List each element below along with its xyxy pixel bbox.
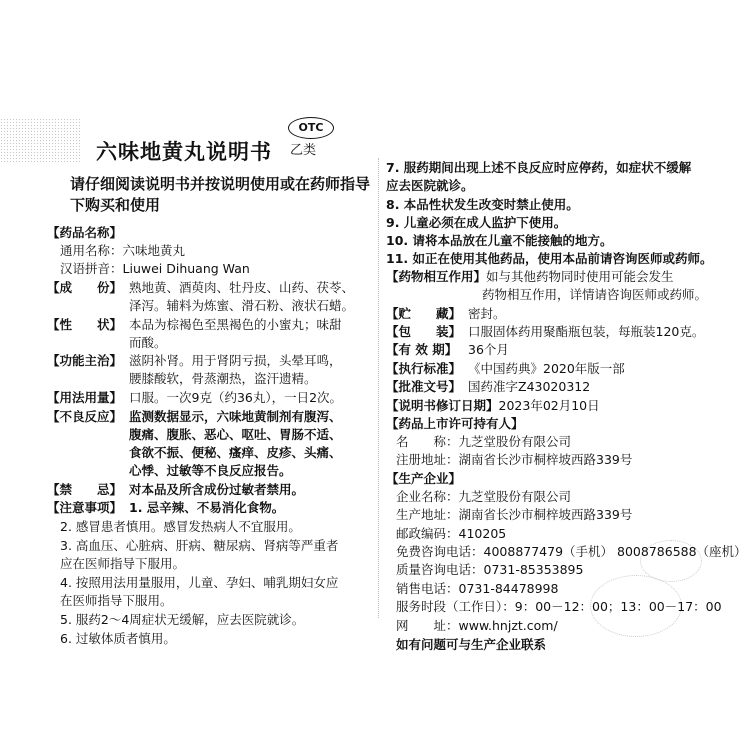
mah-address-value: 湖南省长沙市桐梓坡西路339号 [458,452,633,467]
mah-header: 【药品上市许可持有人】 [386,416,524,431]
document-title: 六味地黄丸说明书 [96,140,272,164]
standard-row [386,360,625,377]
precaution-3a: 3. 高血压、心脏病、肝病、糖尿病、肾病等严重者 [60,538,339,553]
validity-row [386,341,509,358]
validity-label: 【有 效 期】 [386,342,458,357]
precaution-4a: 4. 按照用法用量服用，儿童、孕妇、哺乳期妇女应 [60,575,339,590]
interaction-label: 【药物相互作用】 [386,269,487,284]
adverse-label: 【不良反应】 [47,409,123,424]
mah-name-row [396,433,571,450]
precautions-row [47,499,284,516]
manufacturer-address-value: 湖南省长沙市桐梓坡西路339号 [458,507,633,522]
precaution-8: 8. 本品性状发生改变时禁止使用。 [386,197,579,212]
hotline-value: 4008877479（手机） 8008786588（座机） [483,544,747,559]
revision-value: 2023年02月10日 [498,398,600,413]
postcode-row [396,525,506,542]
manufacturer-address-row [396,506,632,523]
service-hours-value: 9：00－12：00；13：00－17：00 [514,599,722,614]
adverse-text-3: 食欲不振、便秘、瘙痒、皮疹、头痛、 [129,445,342,460]
approval-value: 国药准字Z43020312 [468,379,591,394]
dosage-value: 口服。一次9克（约36丸），一日2次。 [129,390,343,405]
standard-value: 《中国药典》2020年版一部 [468,361,625,376]
approval-row [386,378,590,395]
hotline-row [396,543,747,560]
precaution-7b: 应去医院就诊。 [386,178,474,193]
postcode-value: 410205 [458,526,507,541]
contraindications-value: 对本品及所含成份过敏者禁用。 [129,482,305,497]
manufacturer-name-value: 九芝堂股份有限公司 [458,489,572,504]
generic-name-value: 六味地黄丸 [122,243,186,258]
precaution-1: 1. 忌辛辣、不易消化食物。 [129,500,285,515]
dosage-row [47,389,342,406]
mah-address-row [396,451,632,468]
revision-label: 【说明书修订日期】 [386,398,499,413]
appearance-row [47,316,342,333]
interaction-text-2: 药物相互作用，详情请咨询医师或药师。 [482,287,708,302]
quality-phone-label: 质量咨询电话： [396,562,484,577]
ingredients-row [47,279,354,296]
usage-instruction: 请仔细阅读说明书并按说明使用或在药师指导下购买和使用 [70,175,371,214]
indications-row [47,352,342,369]
generic-name-label: 通用名称： [60,243,123,258]
postcode-label: 邮政编码： [396,526,459,541]
manufacturer-name-label: 企业名称： [396,489,459,504]
indications-label: 【功能主治】 [47,353,123,368]
indications-text-1: 滋阴补肾。用于肾阴亏损，头晕耳鸣， [129,353,342,368]
package-value: 口服固体药用聚酯瓶包装，每瓶装120克。 [468,324,705,339]
precaution-2: 2. 感冒患者慎用。感冒发热病人不宜服用。 [60,519,301,534]
precaution-5: 5. 服药2～4周症状无缓解，应去医院就诊。 [60,612,305,627]
quality-phone-row [396,561,583,578]
service-hours-row [396,598,722,615]
ingredients-text-2: 泽泻。辅料为炼蜜、滑石粉、液状石蜡。 [129,298,355,313]
indications-text-2: 腰膝酸软，骨蒸潮热，盗汗遗精。 [129,371,317,386]
precaution-6: 6. 过敏体质者慎用。 [60,631,176,646]
mah-name-value: 九芝堂股份有限公司 [458,434,572,449]
package-label: 【包 装】 [386,324,462,339]
precaution-11: 11. 如正在使用其他药品，使用本品前请咨询医师或药师。 [386,251,713,266]
mah-address-label: 注册地址： [396,452,459,467]
precaution-10: 10. 请将本品放在儿童不能接触的地方。 [386,233,613,248]
mah-name-label: 名 称： [396,434,459,449]
precaution-7a: 7. 服药期间出现上述不良反应时应停药，如症状不缓解 [386,160,692,175]
pinyin-value: Liuwei Dihuang Wan [122,261,250,276]
precaution-4b: 在医师指导下服用。 [60,593,173,608]
adverse-text-1: 监测数据显示，六味地黄制剂有腹泻、 [129,409,342,424]
otc-mark: OTC [288,117,334,139]
approval-label: 【批准文号】 [386,379,462,394]
ingredients-label: 【成 份】 [47,280,123,295]
validity-value: 36个月 [468,342,509,357]
revision-row [386,397,600,414]
appearance-text-2: 而酸。 [129,335,167,350]
contact-note: 如有问题可与生产企业联系 [396,637,547,652]
service-hours-label: 服务时段（工作日）： [396,599,515,614]
quality-phone-value: 0731-85353895 [483,562,584,577]
pinyin-label: 汉语拼音： [60,261,123,276]
drug-name-header: 【药品名称】 [47,225,123,240]
ingredients-text-1: 熟地黄、酒萸肉、牡丹皮、山药、茯苓、 [129,280,355,295]
manufacturer-header: 【生产企业】 [386,471,462,486]
precautions-label: 【注意事项】 [47,500,123,515]
storage-value: 密封。 [468,306,506,321]
scan-noise [0,118,80,164]
manufacturer-address-label: 生产地址： [396,507,459,522]
website-value: www.hnjzt.com/ [458,618,558,633]
website-label: 网 址： [396,618,459,633]
sales-phone-label: 销售电话： [396,581,459,596]
adverse-text-4: 心悸、过敏等不良反应报告。 [129,463,292,478]
otc-class: 乙类 [290,143,317,158]
interaction-row [386,268,674,285]
dosage-label: 【用法用量】 [47,390,123,405]
generic-name-row [60,242,185,259]
sales-phone-value: 0731-84478998 [458,581,559,596]
sales-phone-row [396,580,558,597]
storage-row [386,305,506,322]
interaction-text-1: 如与其他药物同时使用可能会发生 [486,269,674,284]
website-row [396,617,558,634]
package-row [386,323,704,340]
storage-label: 【贮 藏】 [386,306,462,321]
appearance-label: 【性 状】 [47,317,123,332]
manufacturer-name-row [396,488,571,505]
precaution-9: 9. 儿童必须在成人监护下使用。 [386,215,567,230]
adverse-text-2: 腹痛、腹胀、恶心、呕吐、胃肠不适、 [129,427,342,442]
pinyin-row [60,260,250,277]
contraindications-label: 【禁 忌】 [47,482,123,497]
column-divider [378,158,379,618]
hotline-label: 免费咨询电话： [396,544,484,559]
contraindications-row [47,481,304,498]
standard-label: 【执行标准】 [386,361,462,376]
adverse-row [47,408,342,425]
precaution-3b: 应在医师指导下服用。 [60,556,186,571]
appearance-text-1: 本品为棕褐色至黑褐色的小蜜丸；味甜 [129,317,342,332]
